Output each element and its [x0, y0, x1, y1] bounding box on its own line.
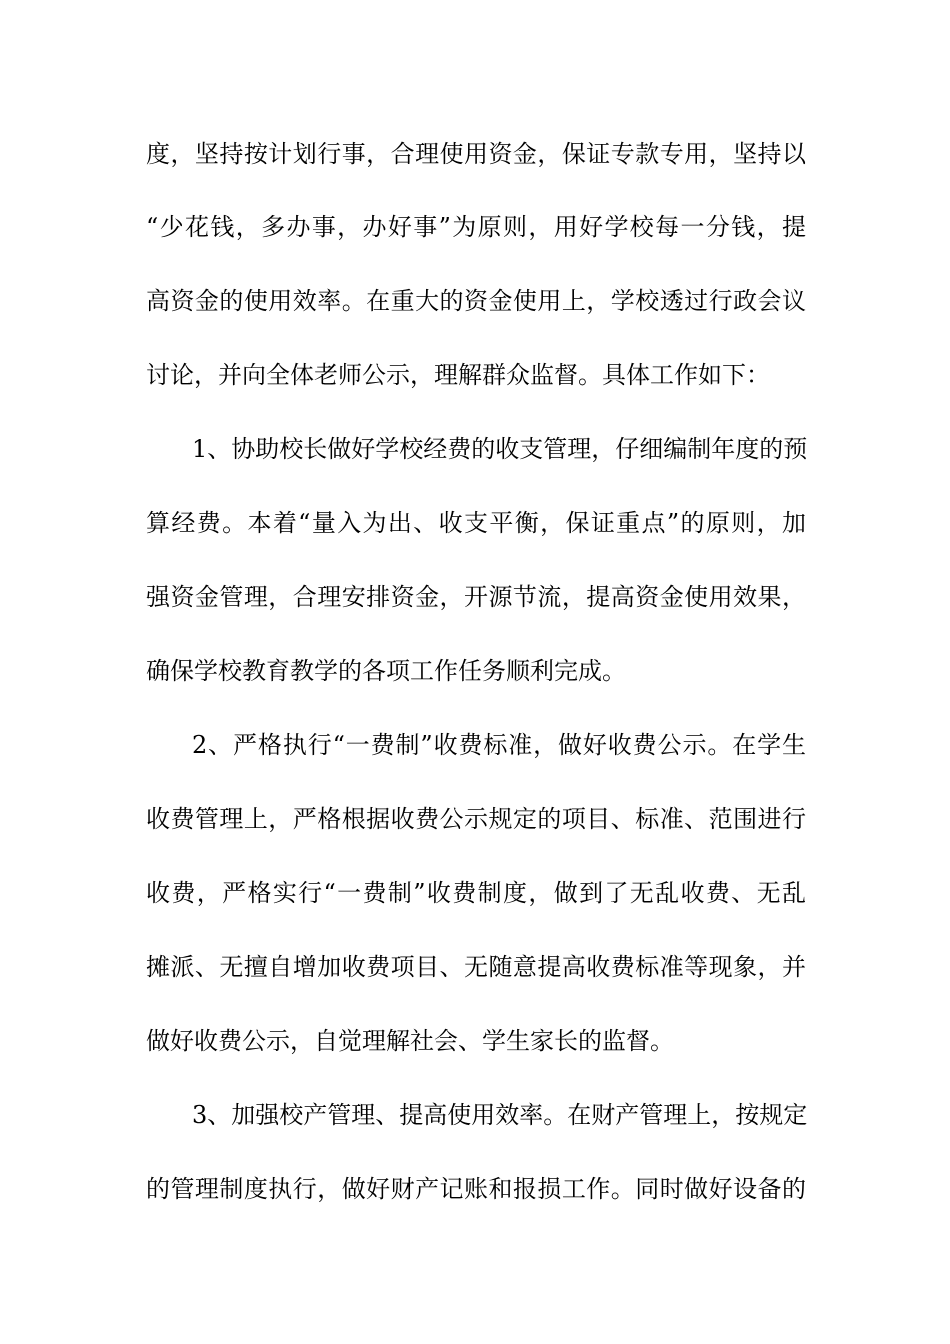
text-line: 的管理制度执行，做好财产记账和报损工作。同时做好设备的 [146, 1175, 806, 1203]
paragraph-3-first-line: 3、加强校产管理、提高使用效率。在财产管理上，按规定 [192, 1101, 808, 1129]
text-line: 强资金管理，合理安排资金，开源节流，提高资金使用效果， [146, 583, 806, 611]
text-line: 高资金的使用效率。在重大的资金使用上，学校透过行政会议 [146, 287, 806, 315]
text-line: 度，坚持按计划行事，合理使用资金，保证专款专用，坚持以 [146, 140, 806, 168]
text-line: 收费管理上，严格根据收费公示规定的项目、标准、范围进行 [146, 805, 806, 833]
text-line: 收费，严格实行“一费制”收费制度，做到了无乱收费、无乱 [146, 879, 806, 907]
text-line: 讨论，并向全体老师公示，理解群众监督。具体工作如下： [146, 361, 770, 389]
text-line: 做好收费公示，自觉理解社会、学生家长的监督。 [146, 1027, 674, 1055]
text-line: 算经费。本着“量入为出、收支平衡，保证重点”的原则，加 [146, 509, 806, 537]
paragraph-2-first-line: 2、严格执行“一费制”收费标准，做好收费公示。在学生 [192, 731, 806, 759]
text-line: “少花钱，多办事，办好事”为原则，用好学校每一分钱，提 [146, 213, 806, 241]
paragraph-1-first-line: 1、协助校长做好学校经费的收支管理，仔细编制年度的预 [192, 435, 808, 463]
text-line: 摊派、无擅自增加收费项目、无随意提高收费标准等现象，并 [146, 953, 806, 981]
text-line: 确保学校教育教学的各项工作任务顺利完成。 [146, 657, 626, 685]
